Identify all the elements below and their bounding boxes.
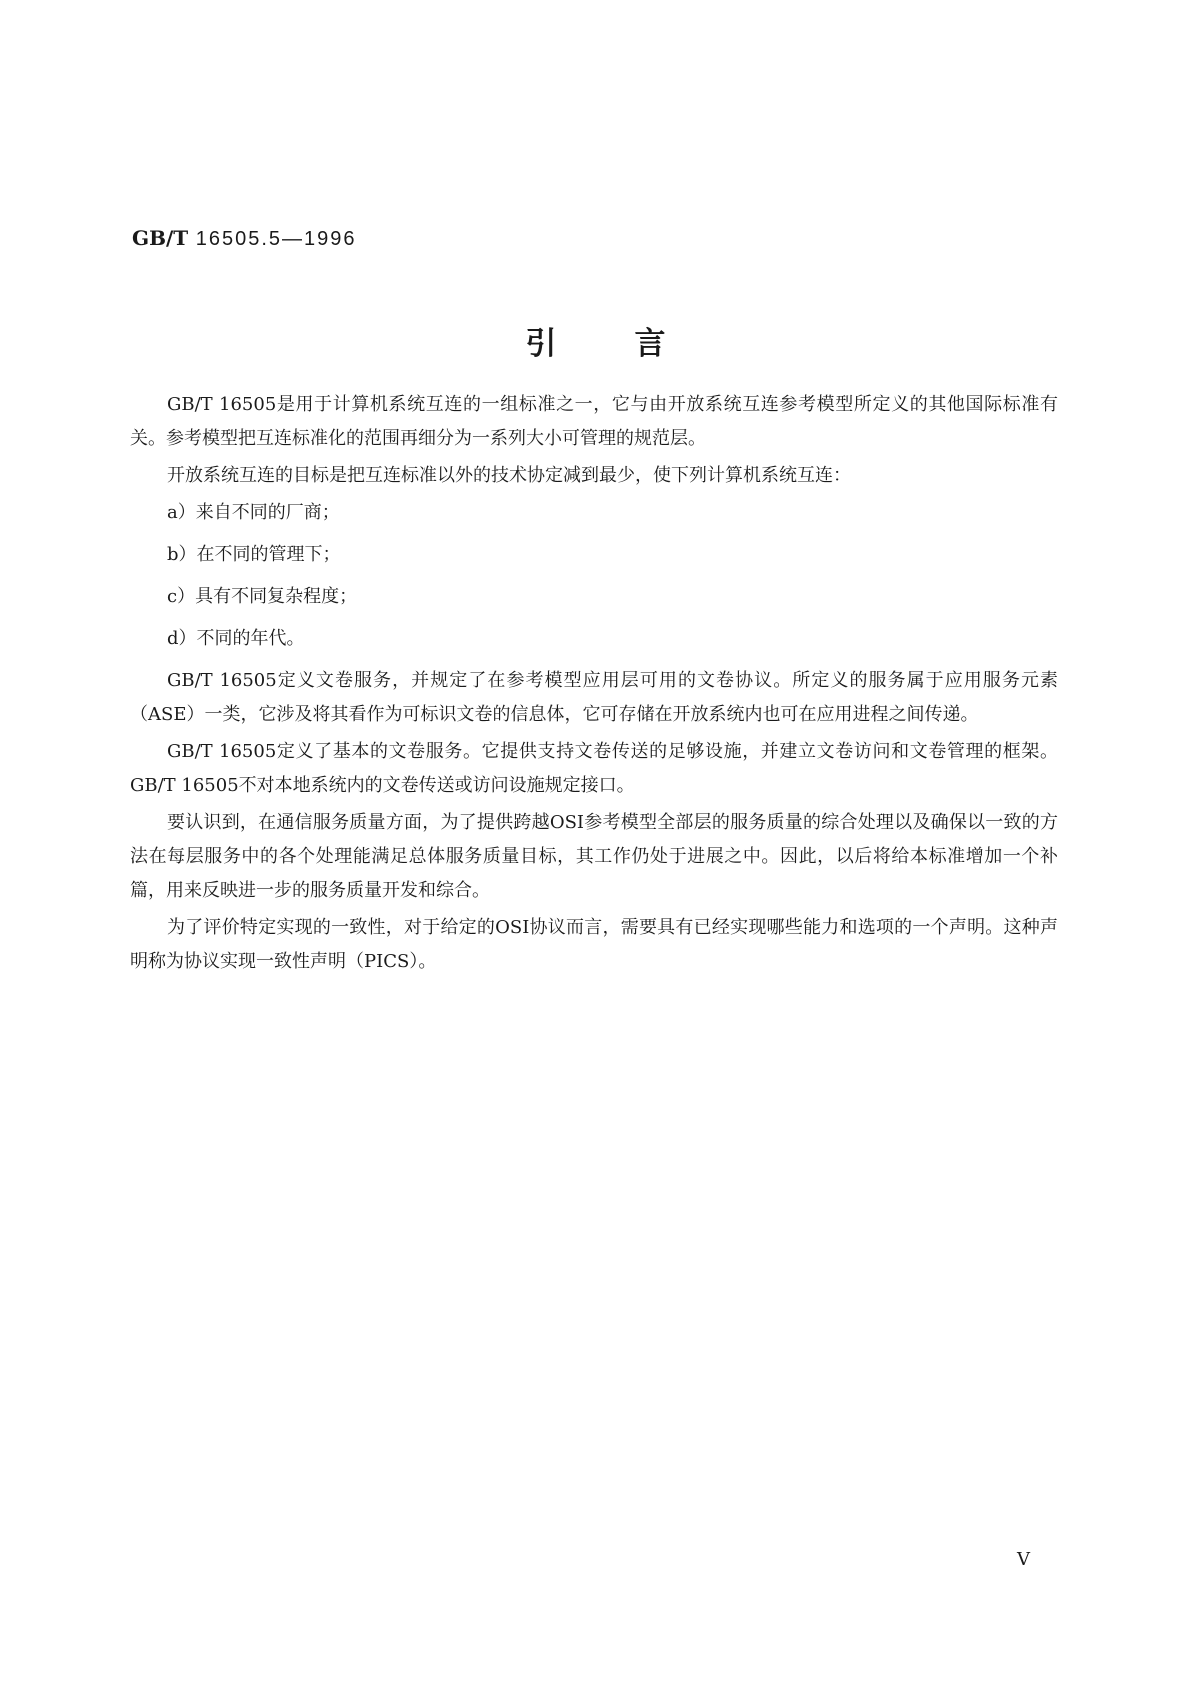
list-item: b）在不同的管理下； [167, 544, 341, 565]
list-item: c）具有不同复杂程度； [167, 586, 358, 607]
list-item: d）不同的年代。 [167, 628, 305, 649]
standard-prefix: GB/T [132, 226, 189, 250]
paragraph: 要认识到，在通信服务质量方面，为了提供跨越OSI参考模型全部层的服务质量的综合处理以及确保以一致的方法在每层服务中的各个处理能满足总体服务质量目标，其工作仍处于进展之中。因此，以后将给本标准增加一个补篇，用来反映进一步的服务质量开发和综合。 [130, 812, 1058, 901]
paragraph: 开放系统互连的目标是把互连标准以外的技术协定减到最少，使下列计算机系统互连： [167, 465, 851, 486]
standard-code [132, 226, 357, 251]
list-item: a）来自不同的厂商； [167, 502, 340, 523]
document-body [130, 388, 1058, 982]
standard-number: 16505.5—1996 [195, 228, 357, 250]
paragraph: 为了评价特定实现的一致性，对于给定的OSI协议而言，需要具有已经实现哪些能力和选项的一个声明。这种声明称为协议实现一致性声明（PICS）。 [130, 917, 1058, 972]
paragraph: GB/T 16505定义了基本的文卷服务。它提供支持文卷传送的足够设施，并建立文卷访问和文卷管理的框架。GB/T 16505不对本地系统内的文卷传送或访问设施规定接口。 [130, 741, 1058, 796]
page-title: 引言 [525, 326, 744, 362]
paragraph: GB/T 16505是用于计算机系统互连的一组标准之一，它与由开放系统互连参考模型所定义的其他国际标准有关。参考模型把互连标准化的范围再细分为一系列大小可管理的规范层。 [130, 394, 1058, 449]
page-number: V [1017, 1549, 1030, 1570]
paragraph: GB/T 16505定义文卷服务，并规定了在参考模型应用层可用的文卷协议。所定义的服务属于应用服务元素（ASE）一类，它涉及将其看作为可标识文卷的信息体，它可存储在开放系统内也可在应用进程之间传递。 [130, 670, 1058, 725]
